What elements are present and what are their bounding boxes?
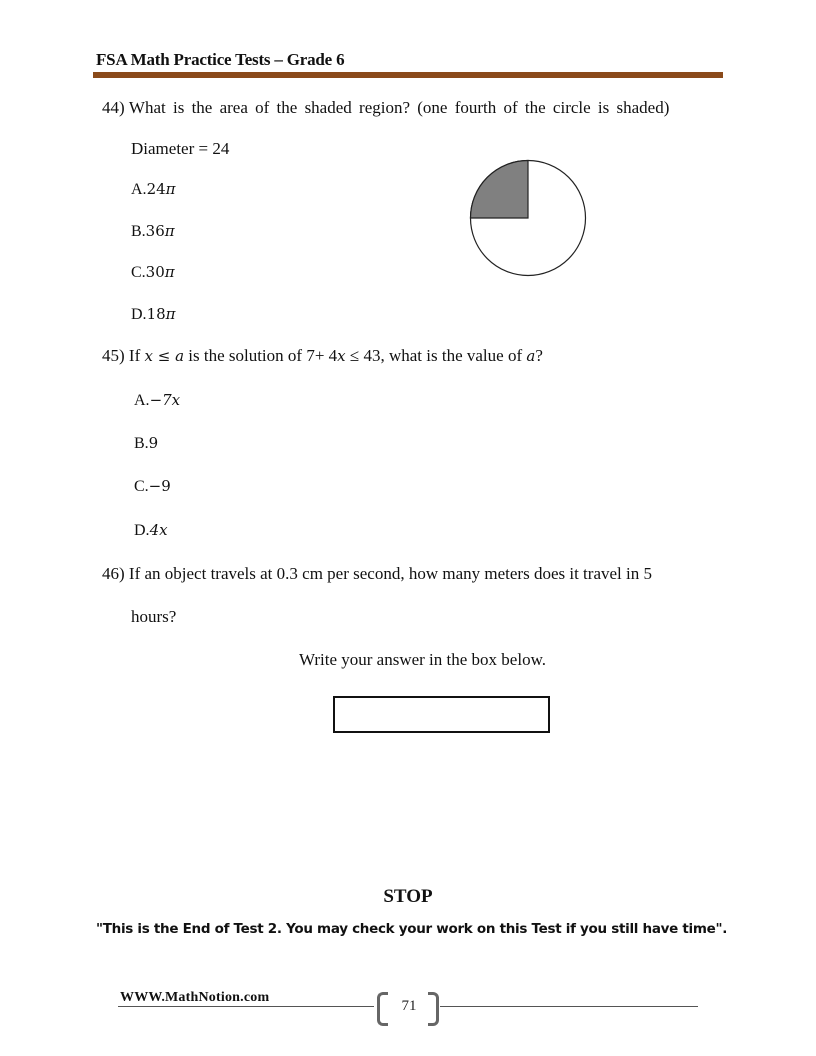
question-text-1: If — [128, 346, 141, 365]
pi-symbol: π — [165, 180, 176, 198]
option-letter: B. — [134, 435, 149, 452]
inequality-expression: x ≤ a — [144, 347, 185, 365]
option-letter: C. — [134, 478, 149, 495]
question-mark: ? — [535, 346, 543, 365]
option-d[interactable] — [131, 305, 176, 324]
pi-symbol: π — [164, 222, 175, 240]
question-number: 45) — [102, 346, 125, 365]
page-number: 71 — [401, 998, 417, 1014]
option-value: 4x — [149, 521, 168, 539]
page-bracket-left — [377, 992, 388, 1026]
option-value: 24 — [146, 180, 166, 198]
question-45 — [102, 346, 543, 366]
option-b[interactable] — [134, 434, 158, 453]
option-b[interactable] — [131, 222, 175, 241]
option-c[interactable] — [134, 477, 171, 496]
option-d[interactable] — [134, 521, 168, 540]
shaded-circle-figure — [466, 156, 590, 280]
option-value: −9 — [148, 477, 171, 495]
option-value: 9 — [148, 434, 159, 452]
option-value: 36 — [145, 222, 165, 240]
question-text: If an object travels at 0.3 cm per second, how many meters does it travel in 5 — [128, 564, 652, 583]
answer-instruction: Write your answer in the box below. — [298, 650, 546, 669]
question-46 — [102, 564, 652, 584]
option-value: 30 — [145, 263, 165, 281]
footer-rule-right — [440, 1006, 698, 1007]
option-letter: C. — [131, 264, 146, 281]
question-44 — [102, 98, 669, 118]
variable-x: x — [337, 347, 346, 365]
question-number: 44) — [102, 98, 125, 117]
option-letter: B. — [131, 223, 146, 240]
page-bracket-right — [428, 992, 439, 1026]
question-text-3: ≤ 43, what is the value of — [349, 346, 523, 365]
option-letter: A. — [134, 392, 150, 409]
pi-symbol: π — [164, 263, 175, 281]
question-text: What is the area of the shaded region? (one fourth of the circle is shaded) — [128, 98, 670, 117]
question-44-given: Diameter = 24 — [131, 139, 230, 158]
option-letter: A. — [131, 181, 147, 198]
pi-symbol: π — [165, 305, 176, 323]
option-a[interactable] — [134, 391, 180, 410]
option-letter: D. — [131, 306, 147, 323]
header-rule — [93, 72, 723, 78]
option-letter: D. — [134, 522, 150, 539]
shaded-quarter — [471, 161, 529, 219]
question-text-2: is the solution of 7+ 4 — [188, 346, 338, 365]
question-number: 46) — [102, 564, 125, 583]
option-value: −7x — [149, 391, 181, 409]
option-a[interactable] — [131, 180, 176, 199]
option-value: 18 — [146, 305, 166, 323]
header-title: FSA Math Practice Tests – Grade 6 — [96, 50, 345, 69]
variable-a: a — [526, 347, 536, 365]
end-of-test-note: "This is the End of Test 2. You may check your work on this Test if you still have time". — [96, 921, 728, 937]
footer-rule-left — [118, 1006, 374, 1007]
footer-website: WWW.MathNotion.com — [120, 990, 270, 1005]
question-46-line-2: hours? — [131, 607, 177, 626]
option-c[interactable] — [131, 263, 175, 282]
stop-heading: STOP — [383, 886, 433, 907]
answer-box[interactable] — [333, 696, 550, 733]
